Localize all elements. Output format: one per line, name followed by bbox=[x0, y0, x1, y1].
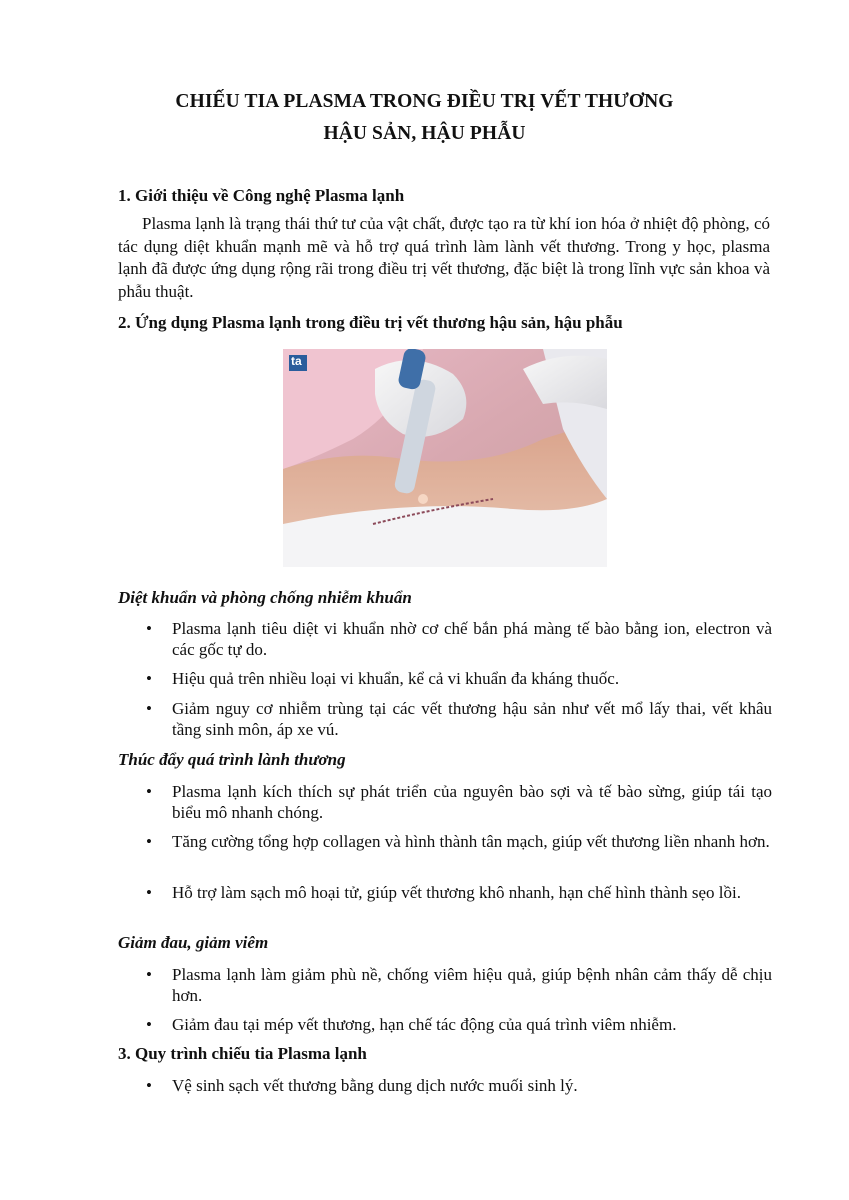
bullet-icon: • bbox=[146, 1015, 152, 1034]
document-title-line-2: HẬU SẢN, HẬU PHẪU bbox=[323, 123, 526, 144]
list-item: • Vệ sinh sạch vết thương bằng dung dịch nước muối sinh lý. bbox=[146, 1076, 578, 1095]
bullet-icon: • bbox=[146, 883, 152, 902]
bullet-icon: • bbox=[146, 669, 152, 688]
list-item: • Hiệu quả trên nhiều loại vi khuẩn, kể cả vi khuẩn đa kháng thuốc. bbox=[146, 669, 620, 688]
subheading-healing: Thúc đẩy quá trình lành thương bbox=[118, 750, 346, 769]
bullet-icon: • bbox=[146, 965, 152, 984]
section-1-paragraph: Plasma lạnh là trạng thái thứ tư của vật chất, được tạo ra từ khí ion hóa ở nhiệt độ phòng, có tác dụng diệt khuẩn mạnh mẽ và hỗ trợ quá trình làm lành vết thương. Trong y học, plasma lạnh đã được ứng dụng rộng rãi trong điều trị vết thương, đặc biệt là trong lĩnh vực sản khoa và phẫu thuật. bbox=[118, 214, 770, 301]
document-title-line-1: CHIẾU TIA PLASMA TRONG ĐIỀU TRỊ VẾT THƯƠNG bbox=[175, 91, 674, 112]
subheading-pain-relief: Giảm đau, giảm viêm bbox=[118, 933, 269, 952]
bullet-icon: • bbox=[146, 1076, 152, 1095]
list-item: • Giảm nguy cơ nhiễm trùng tại các vết thương hậu sản như vết mổ lấy thai, vết khâu tầng sinh môn, áp xe vú. bbox=[146, 699, 772, 739]
subheading-antibacterial: Diệt khuẩn và phòng chống nhiễm khuẩn bbox=[118, 588, 412, 607]
list-item: • Tăng cường tổng hợp collagen và hình thành tân mạch, giúp vết thương liền nhanh hơn. bbox=[146, 832, 770, 851]
list-item: • Plasma lạnh tiêu diệt vi khuẩn nhờ cơ chế bắn phá màng tế bào bằng ion, electron và các gốc tự do. bbox=[146, 619, 772, 659]
photo-logo: ta bbox=[291, 354, 302, 368]
list-item: • Giảm đau tại mép vết thương, hạn chế tác động của quá trình viêm nhiễm. bbox=[146, 1015, 677, 1034]
section-2-heading: 2. Ứng dụng Plasma lạnh trong điều trị vết thương hậu sản, hậu phẫu bbox=[118, 313, 623, 332]
bullet-icon: • bbox=[146, 782, 152, 801]
section-3-heading: 3. Quy trình chiếu tia Plasma lạnh bbox=[118, 1044, 367, 1063]
bullet-icon: • bbox=[146, 832, 152, 851]
plasma-treatment-photo bbox=[283, 349, 607, 567]
list-item: • Plasma lạnh làm giảm phù nề, chống viêm hiệu quả, giúp bệnh nhân cảm thấy dễ chịu hơn. bbox=[146, 965, 772, 1005]
bullet-icon: • bbox=[146, 699, 152, 718]
section-1-heading: 1. Giới thiệu về Công nghệ Plasma lạnh bbox=[118, 186, 405, 205]
bullet-icon: • bbox=[146, 619, 152, 638]
list-item: • Hỗ trợ làm sạch mô hoại tử, giúp vết thương khô nhanh, hạn chế hình thành sẹo lồi. bbox=[146, 883, 741, 902]
list-item: • Plasma lạnh kích thích sự phát triển của nguyên bào sợi và tế bào sừng, giúp tái tạo biểu mô nhanh chóng. bbox=[146, 782, 772, 822]
